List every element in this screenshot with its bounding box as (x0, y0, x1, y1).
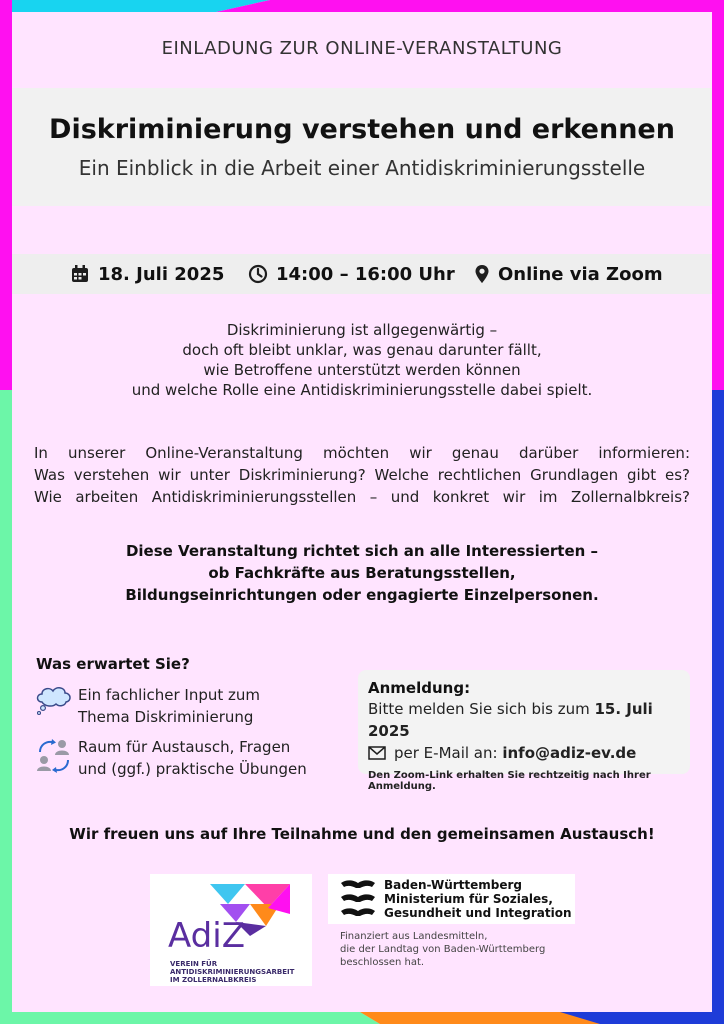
deadline-prefix: Bitte melden Sie sich bis zum (368, 700, 595, 718)
paragraph-line: Was verstehen wir unter Diskriminierung? Welche rechtlichen Grundlagen gibt es? (34, 466, 690, 484)
expect-heading: Was erwartet Sie? (36, 655, 190, 673)
exchange-people-icon (34, 736, 74, 776)
expect-item-line: Thema Diskriminierung (78, 708, 254, 726)
mail-prefix: per E-Mail an: (394, 744, 498, 762)
ministry-line: Gesundheit und Integration (384, 906, 572, 920)
target-line: ob Fachkräfte aus Beratungsstellen, (208, 564, 516, 582)
adiz-wordmark: AdiZ (168, 916, 245, 956)
description-paragraph (34, 442, 690, 508)
envelope-icon (368, 746, 386, 760)
deadline-date: 15. Juli 2025 (368, 700, 653, 740)
ministry-line: Ministerium für Soziales, (384, 892, 553, 906)
page-subtitle: Ein Einblick in die Arbeit einer Antidiskriminierungsstelle (78, 156, 646, 180)
intro-line: wie Betroffene unterstützt werden können (203, 361, 521, 379)
calendar-icon (70, 264, 90, 284)
registration-title: Anmeldung: (368, 679, 471, 697)
ministry-logo (328, 874, 575, 924)
page-title: Diskriminierung verstehen und erkennen (49, 114, 675, 145)
adiz-logo (150, 874, 312, 986)
funding-line: Finanziert aus Landesmitteln, (340, 931, 488, 942)
adiz-subline-line: ANTIDISKRIMINIERUNGSARBEIT (170, 968, 295, 976)
adiz-subline-line: VEREIN FÜR (170, 960, 218, 968)
paragraph-line: Wie arbeiten Antidiskriminierungsstellen – und konkret wir im Zollernalbkreis? (34, 488, 690, 506)
funding-line: beschlossen hat. (340, 957, 425, 968)
event-date-text: 18. Juli 2025 (98, 263, 225, 285)
adiz-subline-line: IM ZOLLERNALBKREIS (170, 976, 257, 984)
event-location-text: Online via Zoom (498, 263, 663, 285)
adiz-subline (170, 960, 294, 984)
registration-email-line (368, 742, 680, 764)
expect-item-line: Raum für Austausch, Fragen (78, 738, 291, 756)
expect-item-input (34, 684, 334, 728)
title-band (12, 88, 712, 206)
intro-line: Diskriminierung ist allgegenwärtig – (226, 321, 498, 339)
intro-text (0, 320, 724, 400)
zoom-link-note: Den Zoom-Link erhalten Sie rechtzeitig nach Ihrer Anmeldung. (368, 770, 651, 792)
expect-item-exchange (34, 736, 334, 780)
registration-box (358, 670, 690, 792)
ministry-line: Baden-Württemberg (384, 878, 523, 892)
thought-bubble-icon (34, 684, 74, 718)
event-time (248, 262, 455, 286)
intro-line: und welche Rolle eine Antidiskriminierungsstelle dabei spielt. (131, 381, 593, 399)
target-line: Diese Veranstaltung richtet sich an alle Interessierten – (125, 542, 599, 560)
event-location (474, 262, 663, 286)
closing-text: Wir freuen uns auf Ihre Teilnahme und den gemeinsamen Austausch! (69, 825, 655, 843)
email-link[interactable]: info@adiz-ev.de (502, 744, 637, 762)
expect-item-line: und (ggf.) praktische Übungen (78, 760, 307, 778)
registration-deadline (368, 698, 680, 742)
event-kicker: EINLADUNG ZUR ONLINE-VERANSTALTUNG (161, 38, 563, 59)
intro-line: doch oft bleibt unklar, was genau darunter fällt, (182, 341, 542, 359)
paragraph-line: In unserer Online-Veranstaltung möchten wir genau darüber informieren: (34, 444, 690, 462)
event-time-text: 14:00 – 16:00 Uhr (276, 263, 455, 285)
funding-note (340, 930, 545, 969)
funding-line: die der Landtag von Baden-Württemberg (340, 944, 546, 955)
clock-icon (248, 264, 268, 284)
target-audience (0, 540, 724, 606)
event-date (70, 262, 224, 286)
expect-item-line: Ein fachlicher Input zum (78, 686, 260, 704)
ministry-name (384, 878, 572, 920)
state-lions-icon (338, 877, 378, 921)
location-pin-icon (474, 264, 490, 284)
target-line: Bildungseinrichtungen oder engagierte Einzelpersonen. (125, 586, 599, 604)
